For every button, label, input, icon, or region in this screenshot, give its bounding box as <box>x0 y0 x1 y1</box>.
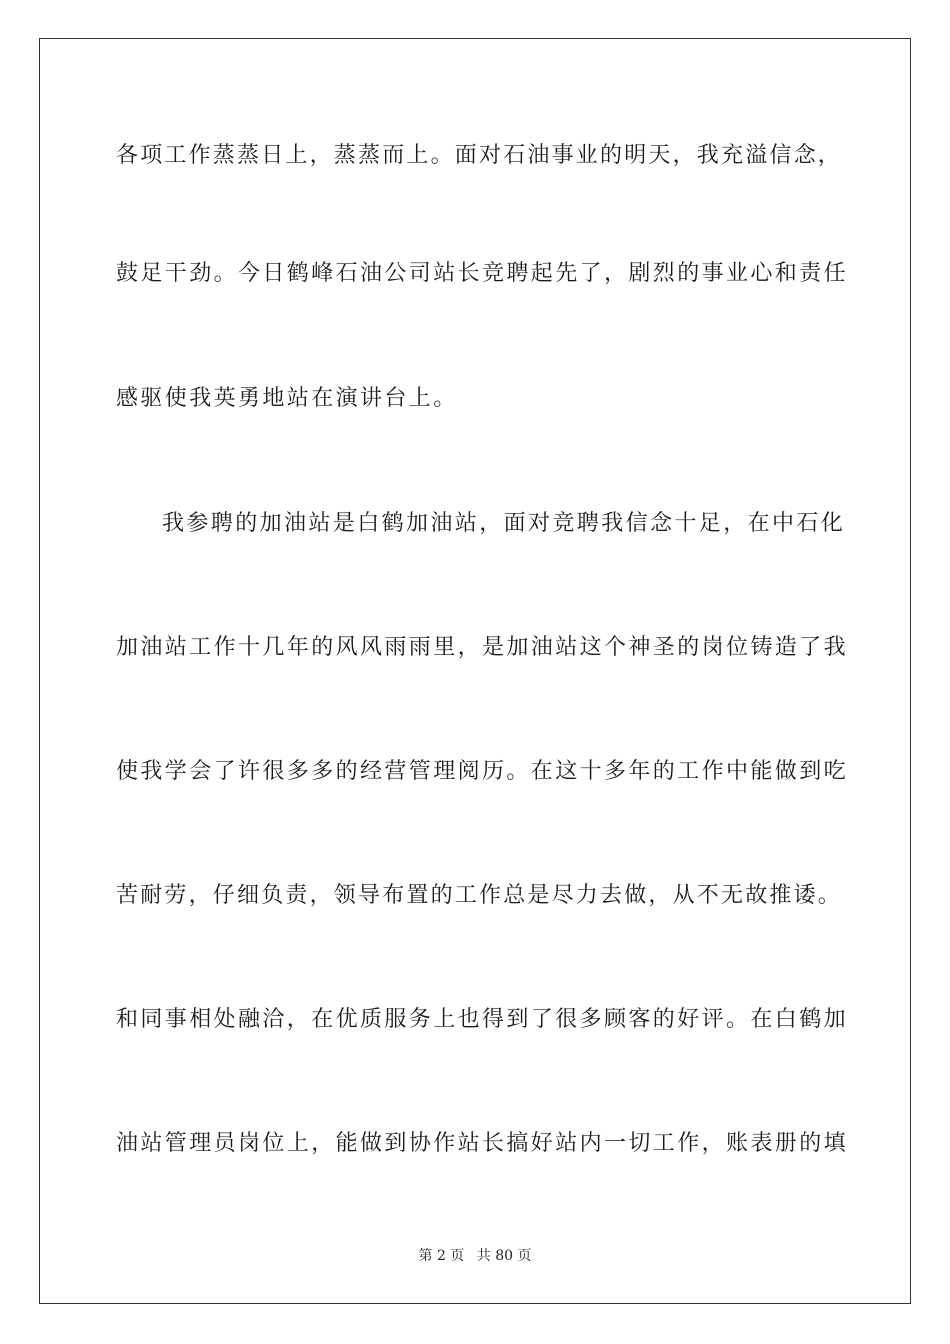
current-page-label: 第 2 页 <box>418 1248 465 1264</box>
body-text-line: 和同事相处融洽，在优质服务上也得到了很多顾客的好评。在白鹤加 <box>116 1007 849 1032</box>
body-text-line: 加油站工作十几年的风风雨雨里，是加油站这个神圣的岗位铸造了我 <box>116 635 849 660</box>
body-text-line: 感驱使我英勇地站在演讲台上。 <box>116 386 458 411</box>
body-text-line: 鼓足干劲。今日鹤峰石油公司站长竞聘起先了，剧烈的事业心和责任 <box>116 261 849 286</box>
body-text-line: 苦耐劳，仔细负责，领导布置的工作总是尽力去做，从不无故推诿。 <box>116 883 843 908</box>
total-pages-label: 共 80 页 <box>476 1248 532 1264</box>
body-text-line: 使我学会了许很多多的经营管理阅历。在这十多年的工作中能做到吃 <box>116 759 849 784</box>
body-text-line: 油站管理员岗位上，能做到协作站长搞好站内一切工作，账表册的填 <box>116 1131 849 1156</box>
paragraph-start-line: 我参聘的加油站是白鹤加油站，面对竞聘我信念十足，在中石化 <box>162 511 846 536</box>
page-border <box>39 38 911 1304</box>
body-text-line: 各项工作蒸蒸日上，蒸蒸而上。面对石油事业的明天，我充溢信念， <box>116 143 843 168</box>
page-number-footer <box>0 1246 950 1266</box>
